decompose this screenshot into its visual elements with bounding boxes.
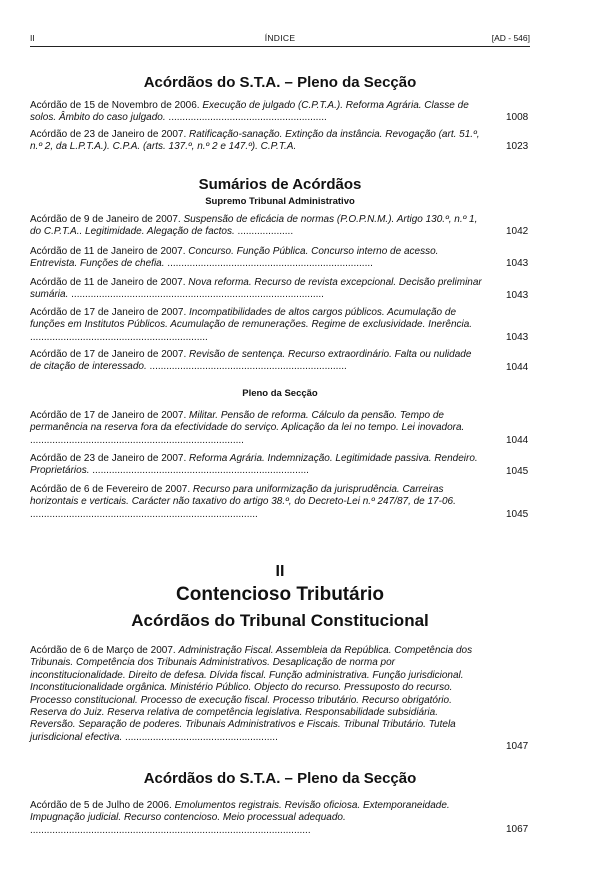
toc-entry	[30, 484, 485, 521]
section-heading: Acórdãos do Tribunal Constitucional	[131, 611, 429, 630]
entry-date: Acórdão de 5 de Julho de 2006.	[30, 800, 175, 811]
entry-leader: ..............................................................................	[89, 465, 309, 477]
toc-entry	[30, 453, 485, 478]
entry-summary: Reforma Agrária. Indemnização. Legitimidade passiva. Rendeiro. Proprietários.	[30, 453, 478, 477]
toc-entry	[30, 307, 485, 344]
entry-summary: Administração Fiscal. Assembleia da República. Competência dos Tribunais. Competência dos Tribunais Administrativos. Desaplicação de norma por inconstitucionalidade. Direito de defesa. Dívida fiscal. Função administrativa. Função jurisdicional. Inconstitucionalidade orgânica. Ministério Público. Objecto do recurso. Pressuposto do recurso. Processo constitucional. Processo de execução fiscal. Processo tributário. Recurso obrigatório. Reserva do Juiz. Reserva relativa de competência legislativa. Responsabilidade subsidiária. Reversão. Separação de poderes. Tribunais Administrativos e Fiscais. Tribunal Tributário. Tutela jurisdicional efectiva.	[30, 645, 473, 743]
entry-date: Acórdão de 11 de Janeiro de 2007.	[30, 246, 189, 257]
part-number: II	[275, 563, 285, 580]
running-header	[30, 32, 530, 44]
entry-summary: Suspensão de eficácia de normas (P.O.P.N.M.). Artigo 130.º, n.º 1, do C.P.T.A.. Legitimidade. Alegação de factos.	[30, 214, 478, 238]
entry-page: 1047	[506, 741, 529, 752]
entry-leader: ...........................................................................................	[68, 289, 324, 301]
entry-leader: .............................................................................	[30, 434, 244, 446]
entry-leader: ..................................................................................	[30, 508, 258, 520]
entry-summary: Nova reforma. Recurso de revista excepcional. Decisão preliminar sumária.	[30, 277, 482, 301]
entry-date: Acórdão de 17 de Janeiro de 2007.	[30, 410, 190, 421]
toc-entry	[30, 410, 485, 447]
entry-leader: .....................................................................................................	[30, 824, 311, 836]
entry-summary: Concurso. Função Pública. Concurso interno de acesso. Entrevista. Funções de chefia.	[30, 246, 439, 270]
entry-date: Acórdão de 23 de Janeiro de 2007.	[30, 453, 190, 464]
entry-page: 1008	[506, 112, 529, 123]
section-heading: Sumários de Acórdãos	[198, 176, 362, 193]
entry-date: Acórdão de 17 de Janeiro de 2007.	[30, 307, 190, 318]
entry-page: 1043	[506, 332, 529, 343]
header-page-roman: II	[30, 33, 35, 43]
entry-summary: Militar. Pensão de reforma. Cálculo da pensão. Tempo de permanência na reserva fora da efectividade do serviço. Aplicação da lei no tempo. Lei inovadora.	[30, 410, 465, 434]
entry-page: 1043	[506, 258, 529, 269]
toc-entry	[30, 349, 485, 374]
section-heading: Acórdãos do S.T.A. – Pleno da Secção	[143, 770, 417, 787]
header-rule	[30, 46, 530, 47]
header-title: ÍNDICE	[264, 33, 296, 43]
section-subheading: Pleno da Secção	[242, 388, 318, 399]
section-heading: Acórdãos do S.T.A. – Pleno da Secção	[143, 74, 417, 91]
entry-leader: ..........................................................................	[164, 258, 373, 270]
toc-entry	[30, 277, 485, 302]
entry-page: 1045	[506, 509, 529, 520]
entry-summary: Emolumentos registrais. Revisão oficiosa. Extemporaneidade. Impugnação judicial. Recurso contencioso. Meio processual adequado.	[30, 800, 450, 824]
entry-date: Acórdão de 15 de Novembro de 2006.	[30, 100, 203, 111]
entry-summary: Recurso para uniformização da jurisprudência. Carreiras horizontais e verticais. Carácter não taxativo do artigo 38.º, do Decreto-Lei n.º 247/87, de 17-06.	[30, 484, 456, 508]
entry-summary: Ratificação-sanação. Extinção da instância. Revogação (art. 51.º, n.º 2, da L.P.T.A.). C.P.A. (arts. 137.º, n.º 2 e 147.º). C.P.T.A.	[30, 129, 480, 153]
entry-date: Acórdão de 9 de Janeiro de 2007.	[30, 214, 184, 225]
entry-leader: .......................................................	[122, 731, 278, 743]
toc-entry	[30, 800, 485, 837]
entry-summary: Incompatibilidades de altos cargos públicos. Acumulação de funções em Institutos Públicos. Acumulação de remunerações. Regime de exclusividade. Inerência.	[30, 307, 473, 331]
entry-page: 1042	[506, 226, 529, 237]
entry-page: 1043	[506, 290, 529, 301]
entry-date: Acórdão de 11 de Janeiro de 2007.	[30, 277, 189, 288]
entry-leader: .........................................................	[165, 112, 327, 124]
entry-page: 1067	[506, 824, 529, 835]
entry-leader: ....................	[234, 226, 294, 238]
entry-date: Acórdão de 6 de Fevereiro de 2007.	[30, 484, 193, 495]
entry-date: Acórdão de 6 de Março de 2007.	[30, 645, 179, 656]
entry-date: Acórdão de 23 de Janeiro de 2007.	[30, 129, 190, 140]
header-reference: [AD - 546]	[491, 33, 530, 43]
entry-summary: Revisão de sentença. Recurso extraordinário. Falta ou nulidade de citação de interessado.	[30, 349, 472, 373]
entry-leader: ................................................................	[30, 331, 208, 343]
toc-entry	[30, 129, 485, 154]
entry-leader: .......................................................................	[146, 361, 347, 373]
section-subheading: Supremo Tribunal Administrativo	[205, 196, 355, 207]
entry-page: 1044	[506, 435, 529, 446]
toc-entry	[30, 100, 485, 125]
toc-entry	[30, 246, 485, 271]
entry-page: 1045	[506, 466, 529, 477]
entry-page: 1023	[506, 141, 529, 152]
toc-entry	[30, 214, 485, 239]
toc-entry	[30, 645, 485, 744]
entry-date: Acórdão de 17 de Janeiro de 2007.	[30, 349, 190, 360]
entry-page: 1044	[506, 362, 529, 373]
entry-summary: Execução de julgado (C.P.T.A.). Reforma Agrária. Classe de solos. Âmbito do caso julgado.	[30, 100, 469, 124]
part-title: Contencioso Tributário	[176, 584, 384, 605]
